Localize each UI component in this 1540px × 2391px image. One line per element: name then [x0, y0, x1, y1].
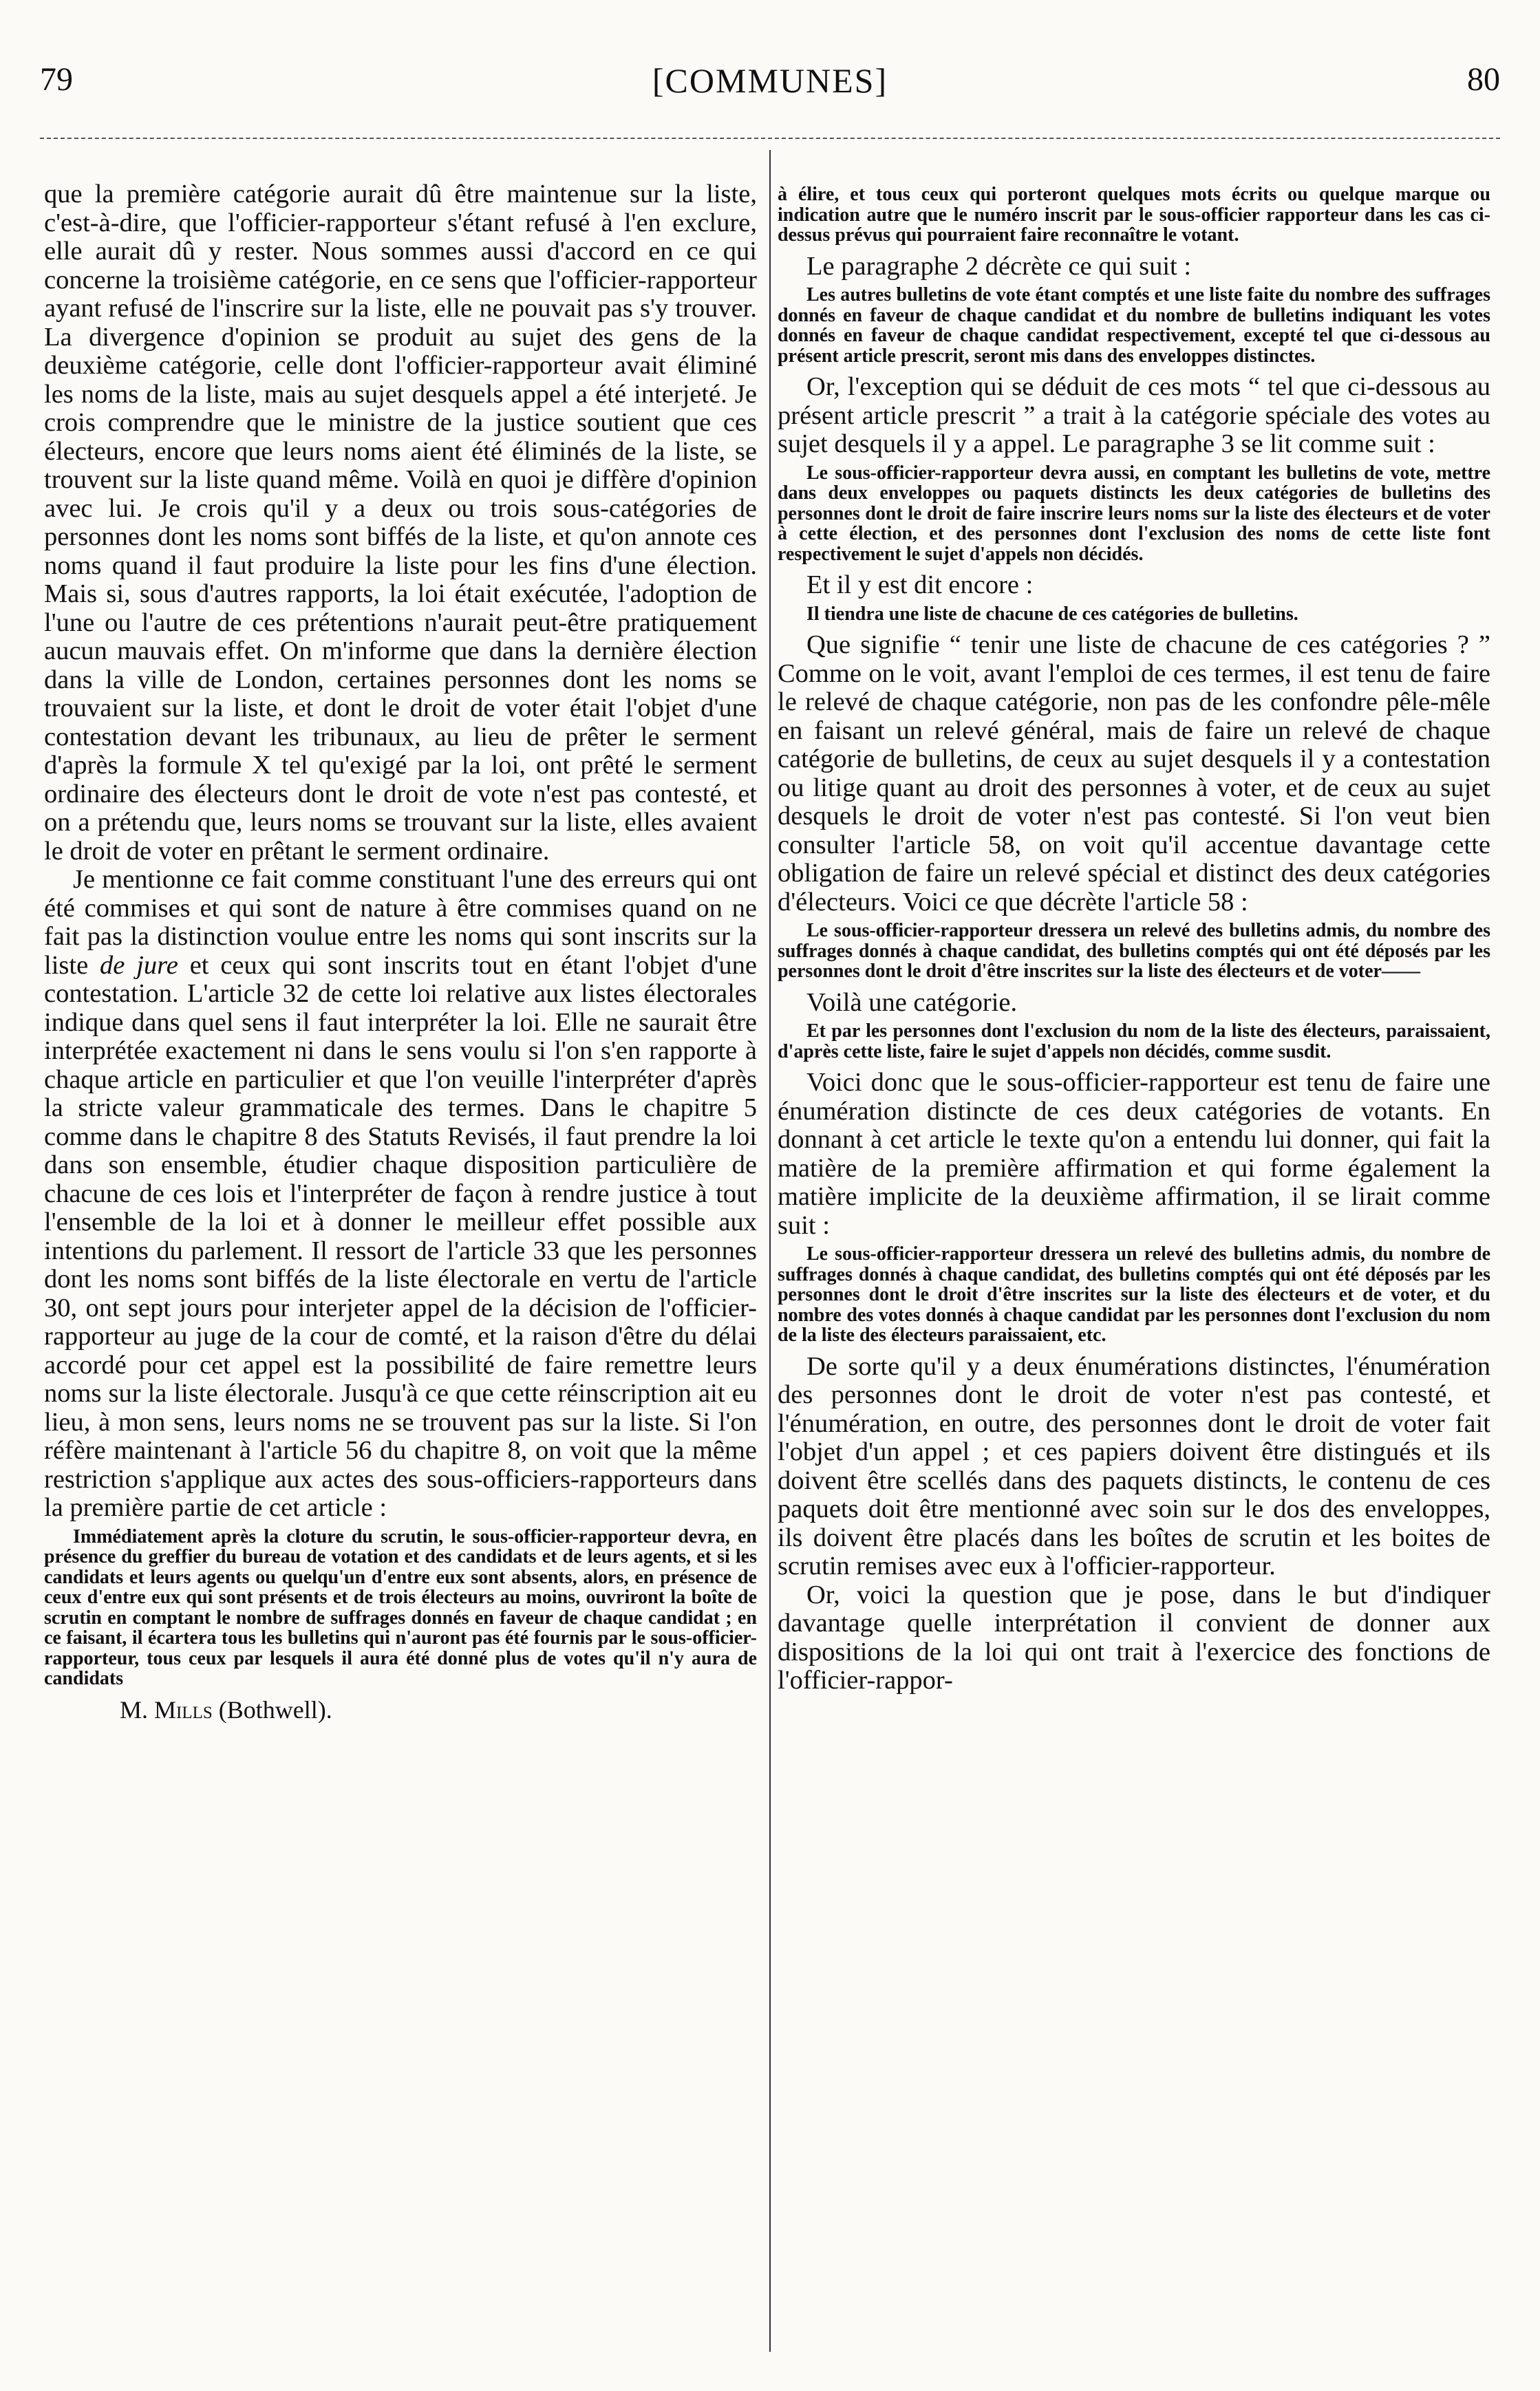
left-column: [44, 180, 757, 1724]
left-paragraph-2-part-a: Je mentionne ce fait comme constituant l'une des erreurs qui ont été commises et qui sont de nature à être commises quand on ne fait pas la distinction voulue entre les noms qui sont inscrits sur la liste: [44, 865, 757, 980]
left-paragraph-2: [44, 866, 757, 1523]
page-header: [40, 61, 1500, 109]
italic-term: de jure: [100, 950, 178, 980]
speaker-attribution: [120, 1696, 757, 1724]
right-paragraph-4: Que signifie “ tenir une liste de chacune de ces catégories ? ” Comme on le voit, avant l'emploi de ces termes, il est tenu de faire le relevé de chaque catégorie, non pas de les confondre pêle-mêle en faisant un relevé général, mais de faire un relevé de chaque catégorie de bulletins, de ceux au sujet desquels il y a contestation ou litige quant au droit des personnes à voter, et de ceux au sujet desquels le droit de voter n'est pas contesté. Si l'on veut bien consulter l'article 58, on voit qu'il accentue davantage cette obligation de faire un relevé spécial et distinct des deux catégories d'électeurs. Voici ce que décrète l'article 58 :: [778, 630, 1490, 916]
page-number-left: 79: [40, 61, 73, 98]
left-quote: Immédiatement après la cloture du scrutin, le sous-officier-rapporteur devra, en présence du greffier du bureau de votation et des candidats et de leurs agents, et si les candidats et leurs agents ou quelqu'un d'entre eux sont absents, alors, en présence de ceux d'entre eux qui sont présents et de trois électeurs au moins, ouvriront la boîte de scrutin en comptant le nombre de suffrages donnés en faveur de chaque candidat ; en ce faisant, il écartera tous les bulletins qui n'auront pas été fournis par le sous-officier-rapporteur, tous ceux par lesquels il aura été donné plus de votes qu'il n'y aura de candidats: [44, 1525, 757, 1689]
right-quote-7: Le sous-officier-rapporteur dressera un relevé des bulletins admis, du nombre de suffrages donnés à chaque candidat, des bulletins comptés qui ont été déposés par les personnes dont le droit d'être inscrites sur la liste des électeurs et de voter, et du nombre des votes donnés à chaque candidat par les personnes dont l'exclusion du nom de la liste des électeurs paraissaient, etc.: [778, 1243, 1490, 1346]
right-paragraph-6: Voici donc que le sous-officier-rapporteur est tenu de faire une énumération distincte de ces deux catégories de votants. En donnant à cet article le texte qu'on a entendu lui donner, qui fait la matière de la première affirmation et qui forme également la matière implicite de la deuxième affirmation, il se lirait comme suit :: [778, 1068, 1490, 1240]
right-paragraph-3: Et il y est dit encore :: [806, 570, 1034, 599]
right-quote-6: Et par les personnes dont l'exclusion du nom de la liste des électeurs, paraissaient, d'après cette liste, faire le sujet d'appels non décidés, comme susdit.: [778, 1020, 1490, 1062]
right-quote-3: Le sous-officier-rapporteur devra aussi, en comptant les bulletins de vote, mettre dans deux enveloppes ou paquets distincts les deux catégories de bulletins des personnes dont le droit de faire inscrire leurs noms sur la liste des électeurs et de voter à cette élection, et des personnes dont l'exclusion des noms de cette liste font respectivement le sujet d'appels non décidés.: [778, 462, 1490, 565]
right-paragraph-5: Voilà une catégorie.: [806, 987, 1018, 1017]
right-quote-5: Le sous-officier-rapporteur dressera un relevé des bulletins admis, du nombre des suffrages donnés à chaque candidat, des bulletins comptés qui ont été déposés par les personnes dont le droit d'être inscrites sur la liste des électeurs et de voter——: [778, 920, 1490, 982]
speaker-name: M. Mills: [120, 1695, 213, 1724]
right-quote-4: Il tiendra une liste de chacune de ces catégories de bulletins.: [806, 603, 1298, 625]
right-paragraph-7: De sorte qu'il y a deux énumérations distinctes, l'énumération des personnes dont le droit de voter n'est pas contesté, et l'énumération, en outre, des personnes dont le droit de voter fait l'objet d'un appel ; et ces papiers doivent être distingués et ils doivent être scellés dans des paquets distincts, le contenu de ces paquets doit être mentionné avec soin sur le dos des enveloppes, ils doivent être placés dans les boîtes de scrutin et les boites de scrutin remises avec eux à l'officier-rapporteur.: [778, 1351, 1490, 1580]
right-quote-1: à élire, et tous ceux qui porteront quelques mots écrits ou quelque marque ou indication autre que le numéro inscrit par le sous-officier rapporteur dans les cas ci-dessus prévus qui pourraient faire reconnaître le votant.: [778, 184, 1490, 246]
header-rule: [40, 138, 1500, 139]
right-column: [778, 180, 1490, 1695]
right-paragraph-2: Or, l'exception qui se déduit de ces mots “ tel que ci-dessous au présent article prescrit ” a trait à la catégorie spéciale des votes au sujet desquels il y a appel. Le paragraphe 3 se lit comme suit :: [778, 372, 1490, 458]
left-paragraph-1: que la première catégorie aurait dû être maintenue sur la liste, c'est-à-dire, que l'officier-rapporteur s'étant refusé à l'en exclure, elle aurait dû y rester. Nous sommes aussi d'accord en ce qui concerne la troisième catégorie, en ce sens que l'officier-rapporteur ayant refusé de l'inscrire sur la liste, elle ne pouvait pas s'y trouver. La divergence d'opinion se produit au sujet des gens de la deuxième catégorie, celle dont l'officier-rapporteur avait éliminé les noms de la liste, mais au sujet desquels appel a été interjeté. Je crois comprendre que le ministre de la justice soutient que ces électeurs, encore que leurs noms aient été éliminés de la liste, se trouvent sur la liste quand même. Voilà en quoi je diffère d'opinion avec lui. Je crois qu'il y a deux ou trois sous-catégories de personnes dont les noms sont biffés de la liste, et qu'on annote ces noms quand il faut produire la liste pour les fins d'une élection. Mais si, sous d'autres rapports, la loi était exécutée, l'adoption de l'une ou l'autre de ces prétentions n'aurait peut-être pratiquement aucun mauvais effet. On m'informe que dans la dernière élection dans la ville de London, certaines personnes dont les noms se trouvaient sur la liste, et dont le droit de voter était l'objet d'une contestation devant les tribunaux, au lieu de prêter le serment d'après la formule X tel qu'exigé par la loi, ont prêté le serment ordinaire des électeurs dont le droit de vote n'est pas contesté, et on a prétendu que, leurs noms se trouvant sur la liste, elles avaient le droit de voter en prêtant le serment ordinaire.: [44, 180, 757, 866]
page-number-right: 80: [1467, 61, 1500, 98]
speaker-riding: (Bothwell).: [218, 1695, 332, 1724]
column-divider: [769, 150, 771, 2352]
right-paragraph-8: Or, voici la question que je pose, dans le but d'indiquer davantage quelle interprétation il convient de donner aux dispositions de la loi qui ont trait à l'exercice des fonctions de l'officier-rappor-: [778, 1580, 1490, 1695]
running-title: [COMMUNES]: [652, 61, 888, 100]
right-paragraph-1: Le paragraphe 2 décrète ce qui suit :: [806, 251, 1192, 281]
right-quote-2: Les autres bulletins de vote étant comptés et une liste faite du nombre des suffrages donnés en faveur de chaque candidat et du nombre de bulletins indiquant les votes donnés en faveur de chaque candidat respectivement, excepté tel que ci-dessous au présent article prescrit, seront mis dans des enveloppes distinctes.: [778, 284, 1490, 367]
left-paragraph-2-part-b: et ceux qui sont inscrits tout en étant l'objet d'une contestation. L'article 32 de cette loi relative aux listes électorales indique dans quel sens il faut interpréter la loi. Elle ne saurait être interprétée exactement ni dans le sens voulu si l'on s'en rapporte à chaque article en particulier et que l'on veuille l'interpréter d'après la stricte valeur grammaticale des termes. Dans le chapitre 5 comme dans le chapitre 8 des Statuts Revisés, il faut prendre la loi dans son ensemble, étudier chaque disposition particulière de chacune de ces lois et l'interpréter de façon à rendre justice à tout l'ensemble de la loi et à donner le meilleur effet possible aux intentions du parlement. Il ressort de l'article 33 que les personnes dont les noms sont biffés de la liste électorale en vertu de l'article 30, ont sept jours pour interjeter appel de la décision de l'officier-rapporteur au juge de la cour de comté, et la raison d'être du délai accordé pour cet appel est la possibilité de faire remettre leurs noms sur la liste électorale. Jusqu'à ce que cette réinscription ait eu lieu, à mon sens, leurs noms ne se trouvent pas sur la liste. Si l'on réfère maintenant à l'article 56 du chapitre 8, on voit que la même restriction s'applique aux actes des sous-officiers-rapporteurs dans la première partie de cet article :: [44, 950, 757, 1522]
